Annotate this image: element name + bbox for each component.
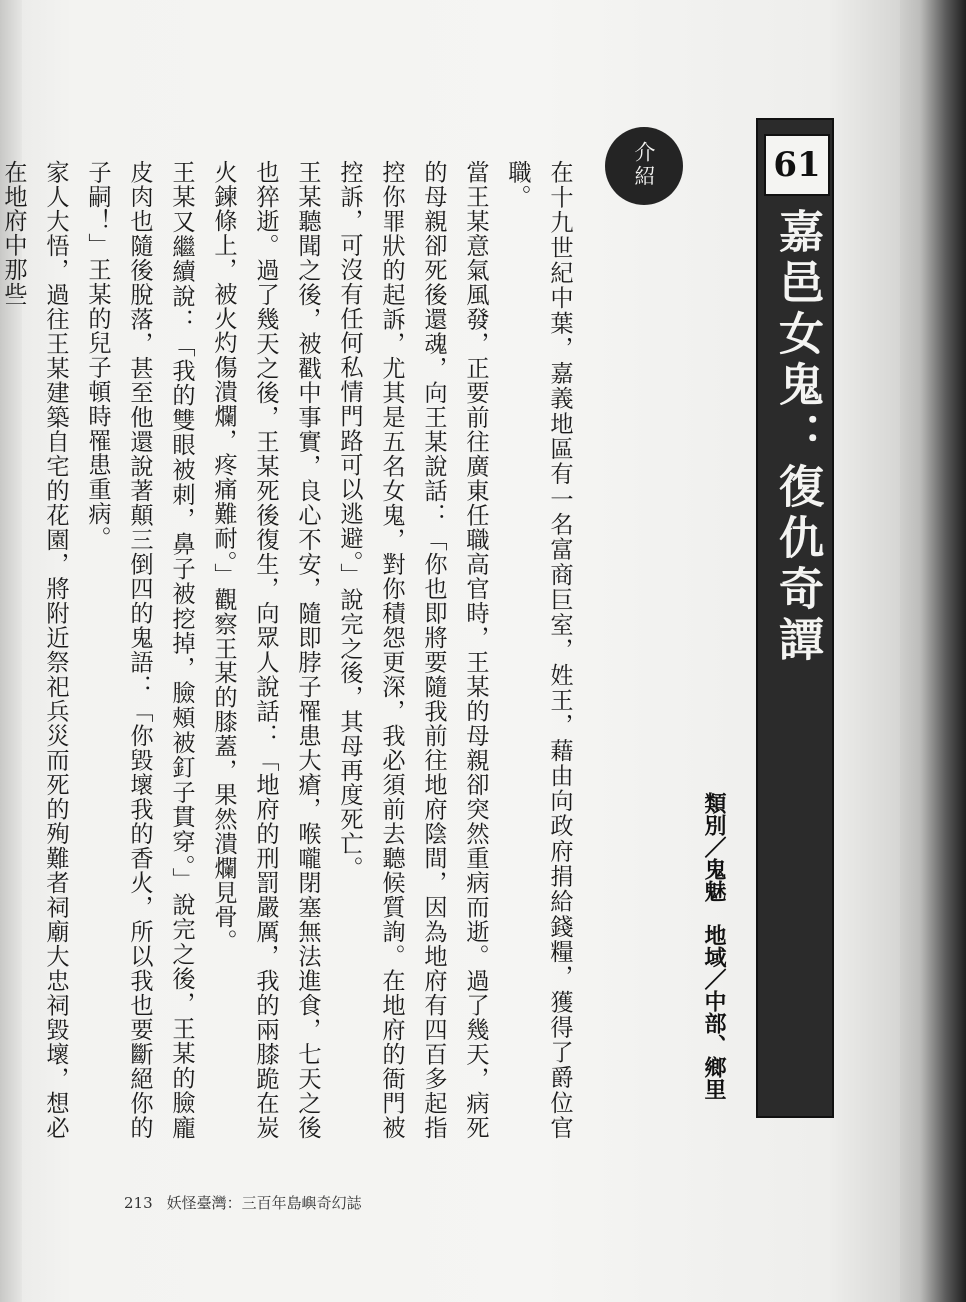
book-title: 妖怪臺灣：三百年島嶼奇幻誌	[166, 1194, 362, 1212]
body-text	[0, 160, 580, 1140]
paragraph: 在十九世紀中葉，嘉義地區有一名富商巨室，姓王，藉由向政府捐給錢糧，獲得了爵位官職。	[504, 160, 573, 1140]
intro-label: 介紹	[632, 141, 656, 189]
book-spine	[900, 0, 966, 1302]
page-number: 213	[124, 1194, 153, 1212]
chapter-title: 嘉邑女鬼：復仇奇譚	[771, 208, 824, 667]
paragraph: 王某聽聞之後，被戳中事實，良心不安，隨即脖子罹患大瘡，喉嚨閉塞無法進食，七天之後也猝逝。過了幾天之後，王某死後復生，向眾人說話：「地府的刑罰嚴厲，我的兩膝跪在炭火鍊條上，被火灼傷潰爛，疼痛難耐。」觀察王某的膝蓋，果然潰爛見骨。	[210, 160, 321, 1140]
paragraph: 王某又繼續說：「我的雙眼被刺，鼻子被挖掉，臉頰被釘子貫穿。」說完之後，王某的臉龐皮肉也隨後脫落，甚至他還說著顛三倒四的鬼語：「你毀壞我的香火，所以我也要斷絕你的子嗣！」王某的兒子頓時罹患重病。	[84, 160, 195, 1140]
chapter-number: 61	[764, 134, 830, 196]
paragraph: 當王某意氣風發，正要前往廣東任職高官時，王某的母親卻突然重病而逝。過了幾天，病死的母親卻死後還魂，向王某說話：「你也即將要隨我前往地府陰間，因為地府有四百多起指控你罪狀的起訴，尤其是五名女鬼，對你積怨更深，我必須前去聽候質詢。在地府的衙門被控訴，可沒有任何私情門路可以逃避。」說完之後，其母再度死亡。	[336, 160, 489, 1140]
title-banner	[756, 118, 834, 1118]
category-region-meta: 類別／鬼魅 地域／中部、鄉里	[701, 792, 727, 1100]
paragraph: 家人大悟，過往王某建築自宅的花園，將附近祭祀兵災而死的殉難者祠廟大忠祠毀壞，想必在地府中那些	[0, 160, 69, 1140]
page-footer	[124, 1192, 362, 1213]
intro-badge	[605, 127, 683, 205]
